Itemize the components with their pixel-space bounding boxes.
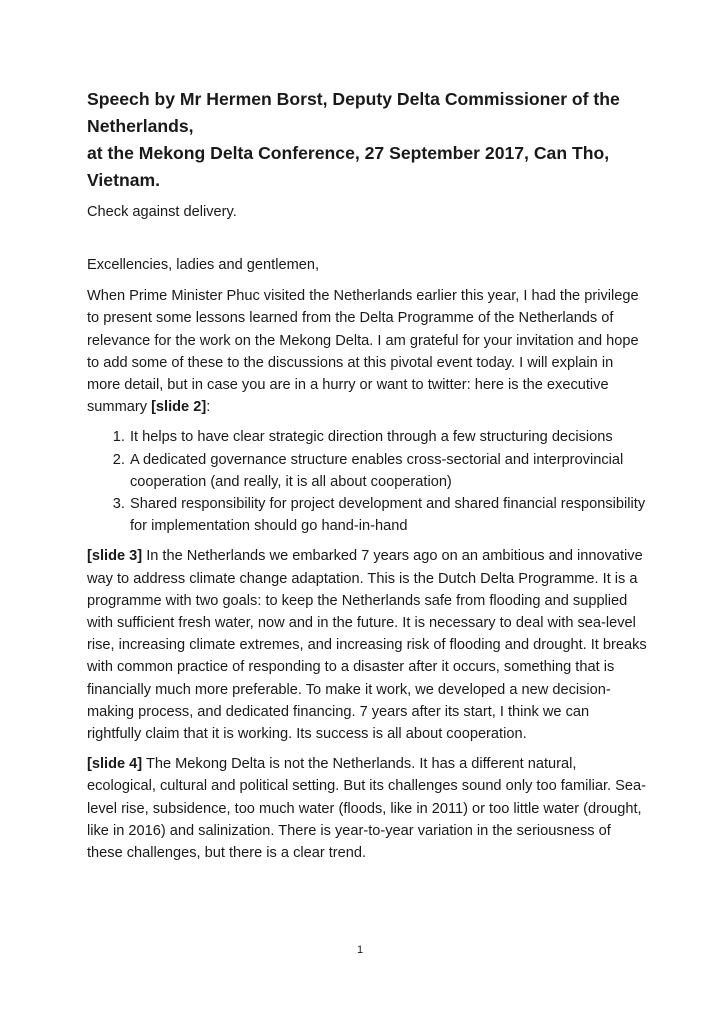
slide-3-paragraph: [87, 545, 647, 745]
check-against-delivery-note: Check against delivery.: [87, 204, 237, 220]
slide-4-tag: [slide 4]: [87, 756, 143, 773]
speech-title: [87, 86, 647, 194]
slide-2-tag: [slide 2]: [151, 399, 207, 416]
slide-3-paragraph-text: In the Netherlands we embarked 7 years ago on an ambitious and innovative way to address climate change adaptation. This is the Dutch Delta Programme. It is a programme with two goals: to keep the Netherlands safe from flooding and supplied with sufficient fresh water, now and in the future. It is necessary to deal with sea-level rise, increasing climate extremes, and increasing risk of flooding and drought. It breaks with common practice of responding to a disaster after it occurs, something that is financially much more preferable. To make it work, we developed a new decision-making process, and dedicated financing. 7 years after its start, I think we can rightfully claim that it is working. Its success is all about cooperation.: [87, 548, 647, 743]
executive-summary-list: [87, 426, 647, 537]
slide-4-paragraph-text: The Mekong Delta is not the Netherlands. It has a different natural, ecological, cultural and political setting. But its challenges sound only too familiar. Sea-level rise, subsidence, too much water (floods, like in 2011) or too little water (drought, like in 2016) and salinization. There is year-to-year variation in the seriousness of these challenges, but there is a clear trend.: [87, 756, 646, 862]
slide-4-paragraph: [87, 753, 647, 864]
speech-title-line-2: at the Mekong Delta Conference, 27 September 2017, Can Tho, Vietnam.: [87, 143, 610, 190]
summary-item: 3. Shared responsibility for project development and shared financial responsibility for implementation should go hand-in-hand: [129, 493, 647, 537]
speech-title-line-1: Speech by Mr Hermen Borst, Deputy Delta Commissioner of the Netherlands,: [87, 89, 620, 136]
intro-paragraph: [87, 285, 647, 418]
intro-paragraph-tail: :: [206, 399, 211, 416]
page-number: 1: [356, 944, 364, 956]
salutation: Excellencies, ladies and gentlemen,: [87, 257, 320, 273]
document-page: [87, 86, 647, 872]
summary-item: 2. A dedicated governance structure enables cross-sectorial and interprovincial cooperation (and really, it is all about cooperation): [129, 449, 647, 493]
intro-paragraph-text: When Prime Minister Phuc visited the Netherlands earlier this year, I had the privilege to present some lessons learned from the Delta Programme of the Netherlands of relevance for the work on the Mekong Delta. I am grateful for your invitation and hope to add some of these to the discussions at this pivotal event today. I will explain in more detail, but in case you are in a hurry or want to twitter: here is the executive summary: [87, 288, 639, 416]
slide-3-tag: [slide 3]: [87, 548, 143, 565]
summary-item: 1. It helps to have clear strategic direction through a few structuring decisions: [129, 426, 647, 448]
